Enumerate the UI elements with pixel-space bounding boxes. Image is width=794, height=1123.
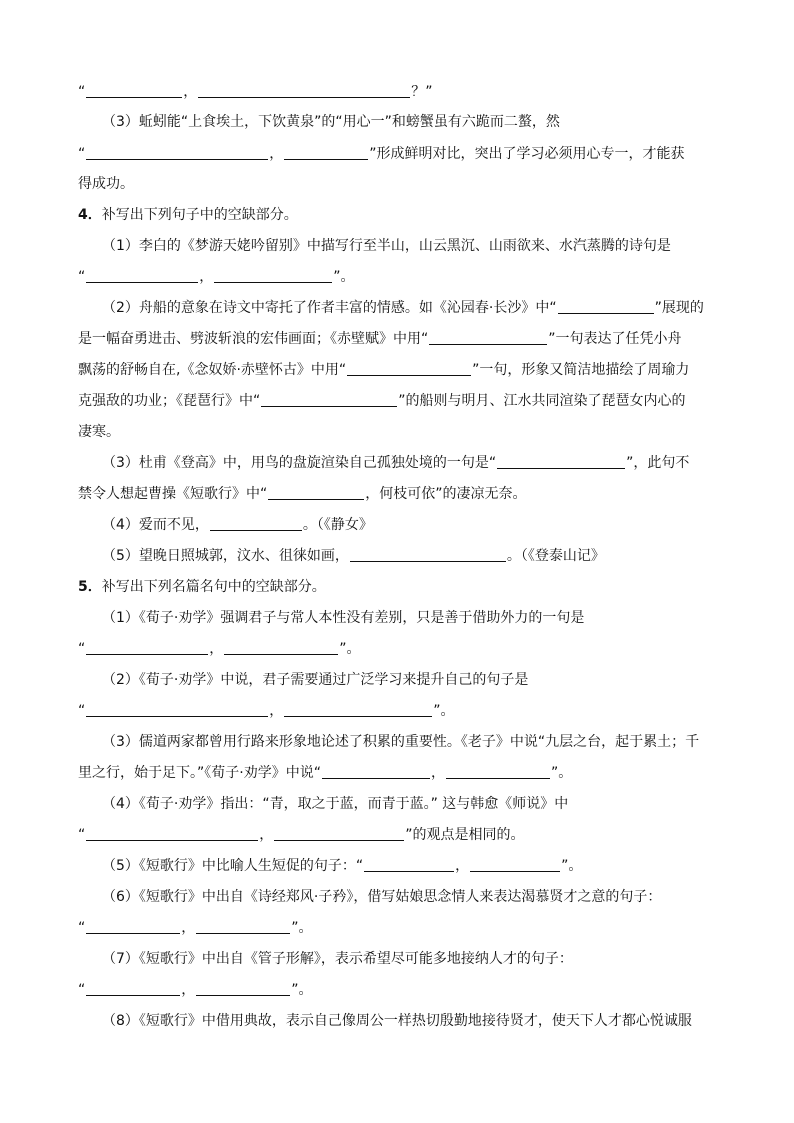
answer-blank[interactable] [86, 639, 208, 655]
answer-blank[interactable] [86, 701, 268, 717]
answer-blank[interactable] [268, 484, 364, 500]
line-18: （1）《荀子·劝学》强调君子与常人本性没有差别，只是善于借助外力的一句是 [102, 610, 585, 626]
line-3: “ ， ”形成鲜明对比，突出了学习必须用心专一，才能获 [78, 146, 685, 162]
answer-blank[interactable] [86, 980, 180, 996]
answer-blank[interactable] [86, 144, 268, 160]
question-number: 5． [78, 579, 102, 595]
line-19: “ ， ”。 [78, 641, 361, 657]
line-26: （5）《短歌行》中比喻人生短促的句子：“ ， ”。 [102, 858, 583, 874]
answer-blank[interactable] [274, 825, 404, 841]
answer-blank[interactable] [446, 763, 550, 779]
line-9: 是一幅奋勇进击、劈波斩浪的宏伟画面；《赤壁赋》中用“ ”一句表达了任凭小舟 [78, 331, 682, 347]
answer-blank[interactable] [86, 918, 180, 934]
line-28: “ ， ”。 [78, 920, 313, 936]
answer-blank[interactable] [86, 82, 182, 98]
answer-blank[interactable] [224, 639, 338, 655]
line-6: （1）李白的《梦游天姥吟留别》中描写行至半山，山云黑沉、山雨欲来、水汽蒸腾的诗句是 [102, 238, 671, 254]
answer-blank[interactable] [470, 856, 560, 872]
line-15: （4）爱而不见， 。（《静女》 [102, 517, 373, 533]
question-5-heading: 5．补写出下列名篇名句中的空缺部分。 [78, 579, 326, 595]
answer-blank[interactable] [558, 298, 654, 314]
line-13: （3）杜甫《登高》中，用鸟的盘旋渲染自己孤独处境的一句是“ ”，此句不 [102, 455, 690, 471]
line-8: （2）舟船的意象在诗文中寄托了作者丰富的情感。如《沁园春·长沙》中“ ”展现的 [102, 300, 704, 316]
line-7: “ ， ”。 [78, 269, 355, 285]
answer-blank[interactable] [364, 856, 454, 872]
answer-blank[interactable] [214, 267, 332, 283]
answer-blank[interactable] [86, 267, 198, 283]
line-22: （3）儒道两家都曾用行路来形象地论述了积累的重要性。《老子》中说“九层之台，起于累土；千 [102, 734, 700, 750]
question-number: 4． [78, 207, 102, 223]
line-4: 得成功。 [78, 176, 134, 192]
answer-blank[interactable] [196, 980, 290, 996]
answer-blank[interactable] [86, 825, 258, 841]
answer-blank[interactable] [210, 515, 302, 531]
answer-blank[interactable] [198, 82, 410, 98]
line-25: “ ， ”的观点是相同的。 [78, 827, 525, 843]
answer-blank[interactable] [261, 391, 397, 407]
line-14: 禁令人想起曹操《短歌行》中“ ，何枝可依”的凄凉无奈。 [78, 486, 527, 502]
answer-blank[interactable] [284, 701, 432, 717]
line-30: “ ， ”。 [78, 982, 313, 998]
answer-blank[interactable] [497, 453, 625, 469]
line-29: （7）《短歌行》中出自《管子形解》，表示希望尽可能多地接纳人才的句子： [102, 951, 573, 967]
line-11: 克强敌的功业；《琵琶行》中“ ”的船则与明月、江水共同渲染了琵琶女内心的 [78, 393, 686, 409]
question-4-heading: 4．补写出下列句子中的空缺部分。 [78, 207, 298, 223]
answer-blank[interactable] [429, 329, 547, 345]
line-1: “ ， ？” [78, 84, 433, 100]
line-2: （3）蚯蚓能“上食埃土，下饮黄泉”的“用心一”和螃蟹虽有六跪而二螯，然 [102, 114, 560, 130]
answer-blank[interactable] [196, 918, 290, 934]
line-16: （5）望晚日照城郭，汶水、徂徕如画， 。（《登泰山记》 [102, 548, 605, 564]
line-24: （4）《荀子·劝学》指出：“青，取之于蓝，而青于蓝。” 这与韩愈《师说》中 [102, 796, 569, 812]
line-20: （2）《荀子·劝学》中说，君子需要通过广泛学习来提升自己的句子是 [102, 672, 529, 688]
answer-blank[interactable] [347, 360, 471, 376]
line-23: 里之行，始于足下。”《荀子·劝学》中说“ ， ”。 [78, 765, 573, 781]
line-27: （6）《短歌行》中出自《诗经郑风·子矜》，借写姑娘思念情人来表达渴慕贤才之意的句子： [102, 889, 662, 905]
answer-blank[interactable] [350, 546, 506, 562]
line-12: 凄寒。 [78, 424, 120, 440]
answer-blank[interactable] [284, 144, 368, 160]
answer-blank[interactable] [322, 763, 430, 779]
line-21: “ ， ”。 [78, 703, 455, 719]
line-31: （8）《短歌行》中借用典故，表示自己像周公一样热切殷勤地接待贤才，使天下人才都心悦诚服 [102, 1013, 692, 1029]
line-10: 飘荡的舒畅自在,《念奴娇·赤壁怀古》中用“ ”一句，形象又简洁地描绘了周瑜力 [78, 362, 690, 378]
